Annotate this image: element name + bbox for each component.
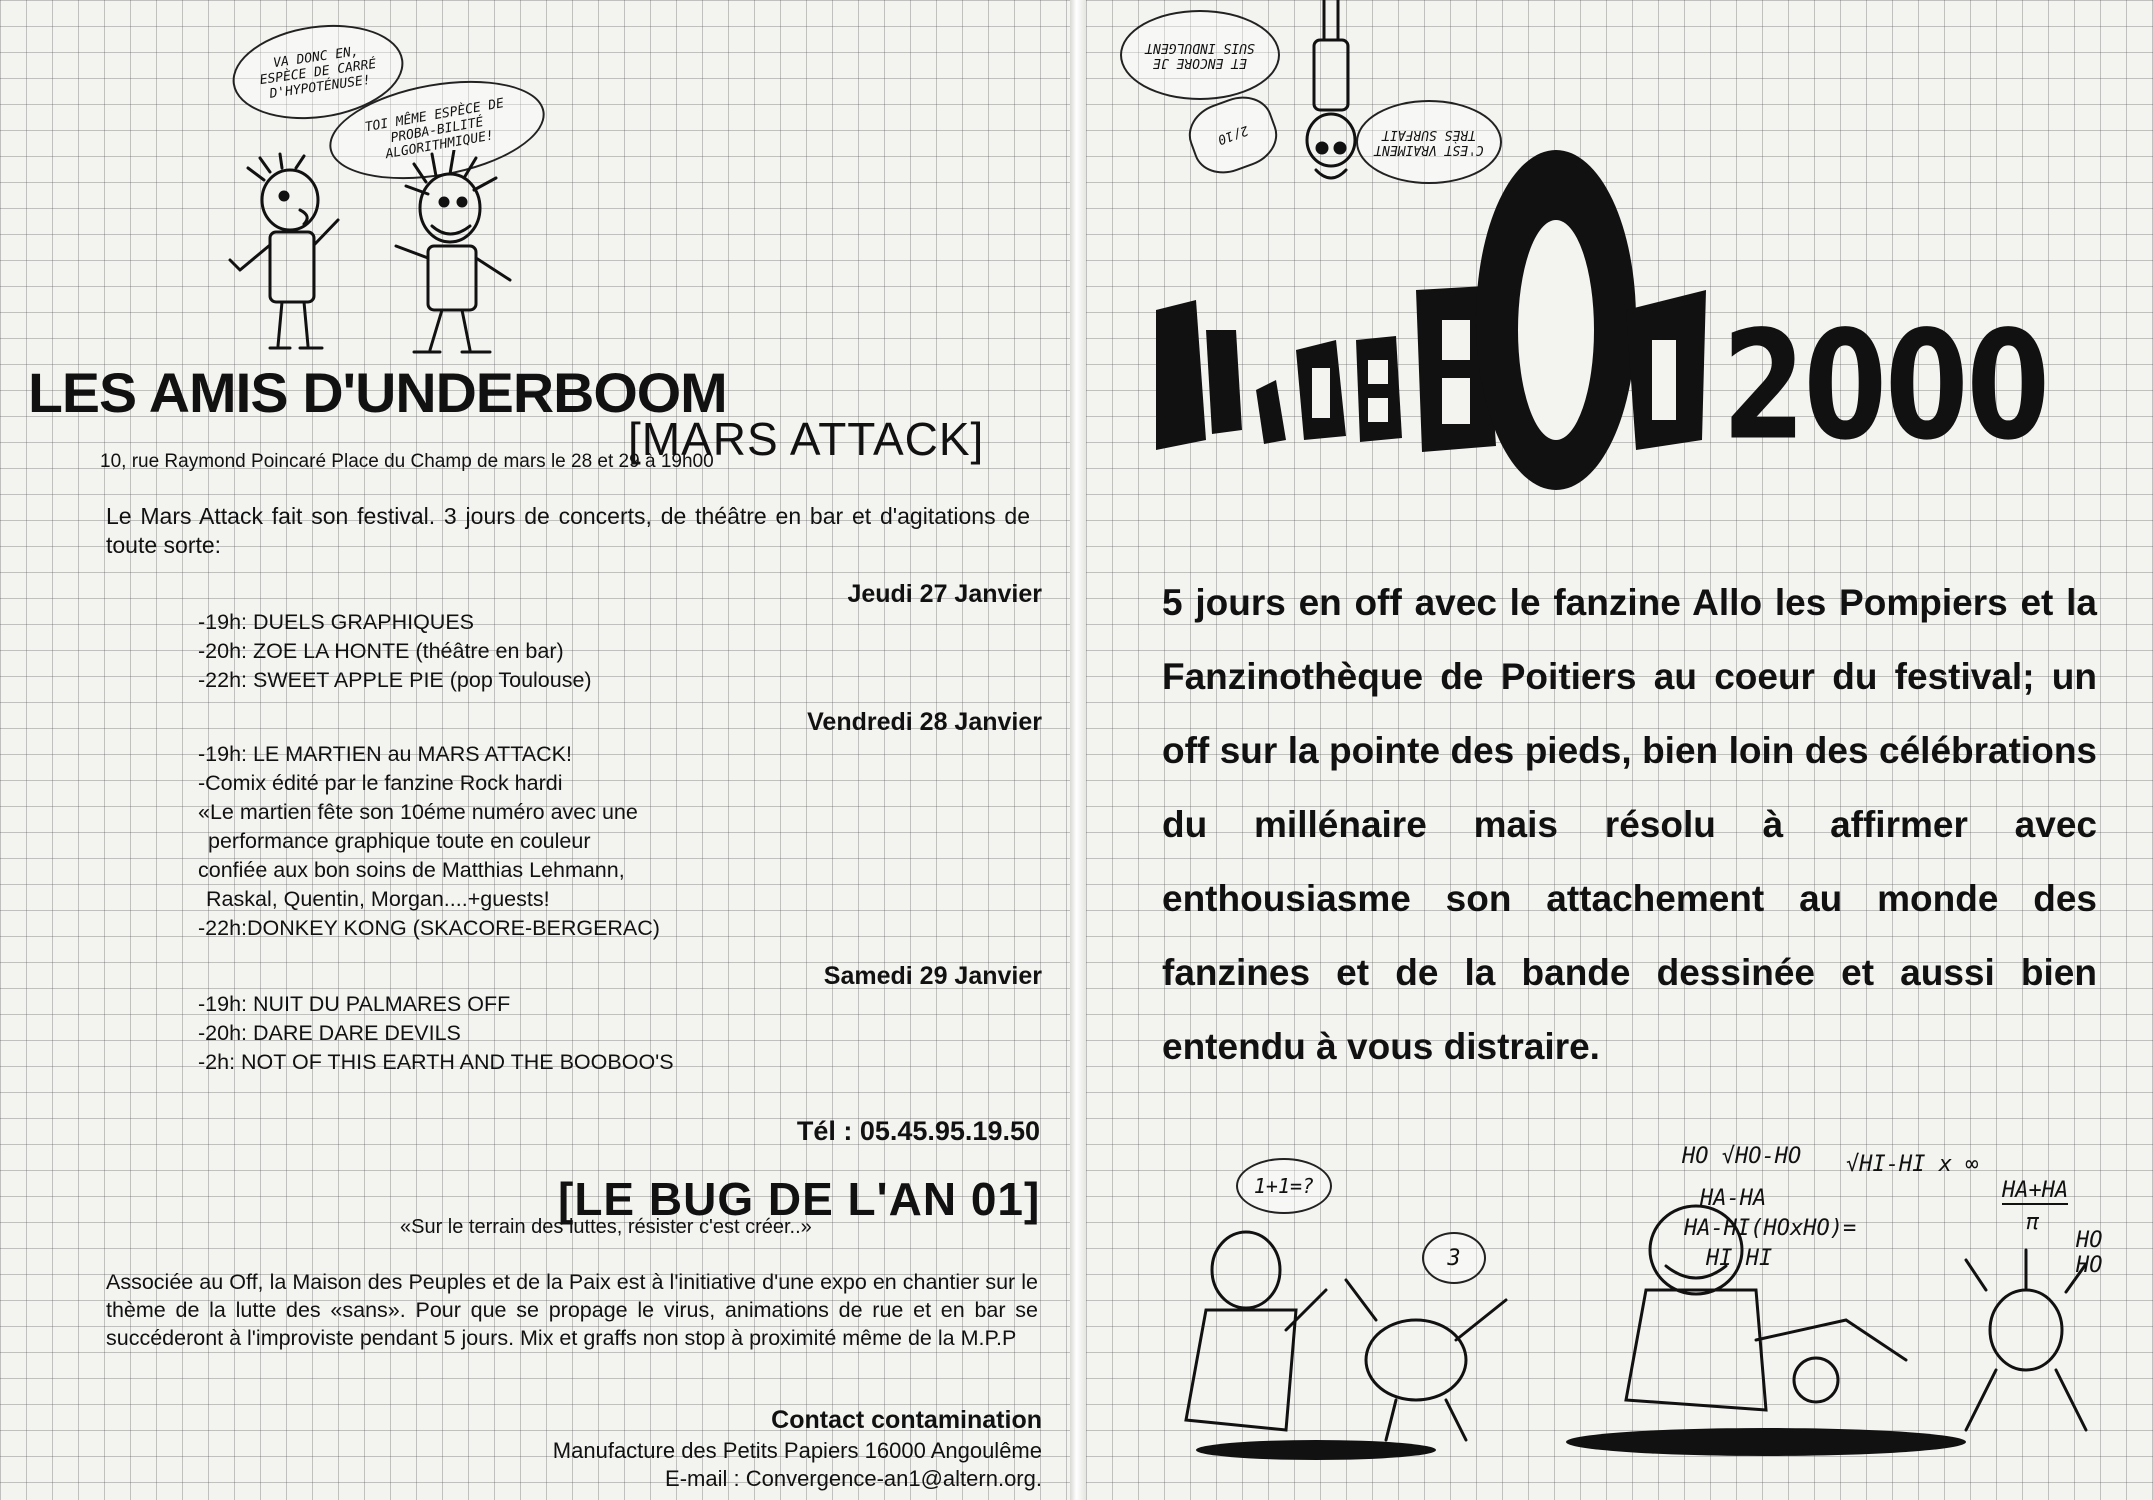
program-item: -22h:DONKEY KONG (SKACORE-BERGERAC) <box>198 916 660 940</box>
cartoon-characters-arguing <box>200 150 540 360</box>
math-doodle: √HI-HI x ∞ <box>1846 1152 1979 1177</box>
grade-sign: 2/10 <box>1181 87 1286 182</box>
math-doodle: π <box>2026 1210 2040 1235</box>
day-heading: Jeudi 27 Janvier <box>847 580 1042 608</box>
speech-bubble-question: 1+1=? <box>1236 1158 1332 1214</box>
phone-number: Tél : 05.45.95.19.50 <box>796 1116 1040 1146</box>
program-item: -19h: LE MARTIEN au MARS ATTACK! <box>198 742 572 766</box>
contact-title: Contact contamination <box>771 1406 1042 1434</box>
speech-bubble-insult: VA DONC EN, ESPÈCE DE CARRÉ D'HYPOTÉNUSE! <box>226 14 409 129</box>
day-heading: Vendredi 28 Janvier <box>807 708 1042 736</box>
program-item: -20h: ZOE LA HONTE (théâtre en bar) <box>198 639 564 663</box>
day-program <box>198 740 660 943</box>
program-item: -22h: SWEET APPLE PIE (pop Toulouse) <box>198 668 592 692</box>
speech-bubble-reply: TOI MÊME ESPÈCE DE PROBA-BILITÉ ALGORITHMIQUE! <box>322 66 553 194</box>
speech-bubble-answer: 3 <box>1422 1232 1486 1284</box>
math-doodle: HO √HO-HO <box>1682 1144 1802 1169</box>
day-program <box>198 990 674 1077</box>
page-title: LES AMIS D'UNDERBOOM <box>28 361 727 424</box>
bug-paragraph: Associée au Off, la Maison des Peuples et de la Paix est à l'initiative d'une expo en chantier sur le thème de la lutte des «sans». Pour que se propage le virus, animations de rue et en bar se succéderont à l'improviste pendant 5 jours. Mix et graffs non stop à proximité même de la M.P.P <box>106 1270 1038 1350</box>
program-item: «Le martien fête son 10éme numéro avec une <box>198 800 638 824</box>
festival-description: 5 jours en off avec le fanzine Allo les Pompiers et la Fanzinothèque de Poitiers au coeur du festival; un off sur la pointe des pieds, bien loin des célébrations du millénaire mais résolu à affirmer avec enthousiasme son attachement au monde des fanzines et de la bande dessinée et aussi bien entendu à vous distraire. <box>1162 582 2097 1067</box>
contact-address: Manufacture des Petits Papiers 16000 Angoulême <box>552 1438 1042 1463</box>
speech-bubble-indulgent: ET ENCORE JE SUIS INDULGENT <box>1120 10 1280 100</box>
contact-email: E-mail : Convergence-an1@altern.org. <box>665 1466 1042 1491</box>
program-item: -20h: DARE DARE DEVILS <box>198 1021 461 1045</box>
right-page <box>1086 0 2153 1500</box>
program-item: -19h: NUIT DU PALMARES OFF <box>198 992 511 1016</box>
left-page <box>0 0 1070 1500</box>
program-item: Raskal, Quentin, Morgan....+guests! <box>206 887 550 911</box>
math-doodle: HA-HA <box>1700 1186 1767 1211</box>
program-item: -2h: NOT OF THIS EARTH AND THE BOOBOO'S <box>198 1050 674 1074</box>
underboom-logo <box>1146 140 1706 520</box>
speech-bubble-surfait: C'EST VRAIMENT TRÈS SURFAIT <box>1356 100 1502 184</box>
day-heading: Samedi 29 Janvier <box>823 962 1042 990</box>
program-item: -Comix édité par le fanzine Rock hardi <box>198 771 563 795</box>
bug-heading: [LE BUG DE L'AN 01] <box>558 1173 1041 1225</box>
book-gutter <box>1070 0 1086 1500</box>
math-doodle: HO HO <box>2076 1228 2103 1278</box>
logo-year: 2000 <box>1722 300 2048 474</box>
bug-quote: «Sur le terrain des luttes, résister c'est créer..» <box>400 1216 812 1238</box>
math-doodle: HA-HI(HOxHO)= <box>1684 1216 1857 1241</box>
day-program <box>198 608 592 695</box>
math-doodle: HA+HA <box>2002 1178 2069 1203</box>
venue-address: 10, rue Raymond Poincaré Place du Champ de mars le 28 et 29 à 19h00 <box>100 451 714 472</box>
intro-paragraph: Le Mars Attack fait son festival. 3 jours de concerts, de théâtre en bar et d'agitations de toute sorte: <box>106 503 1030 558</box>
mars-attack-heading: [MARS ATTACK] <box>628 413 985 465</box>
program-item: -19h: DUELS GRAPHIQUES <box>198 610 475 634</box>
math-doodle: HI HI <box>1706 1246 1773 1271</box>
program-item: performance graphique toute en couleur <box>208 829 591 853</box>
program-item: confiée aux bon soins de Matthias Lehmann, <box>198 858 625 882</box>
laughing-characters-sketch <box>1126 1180 2126 1480</box>
